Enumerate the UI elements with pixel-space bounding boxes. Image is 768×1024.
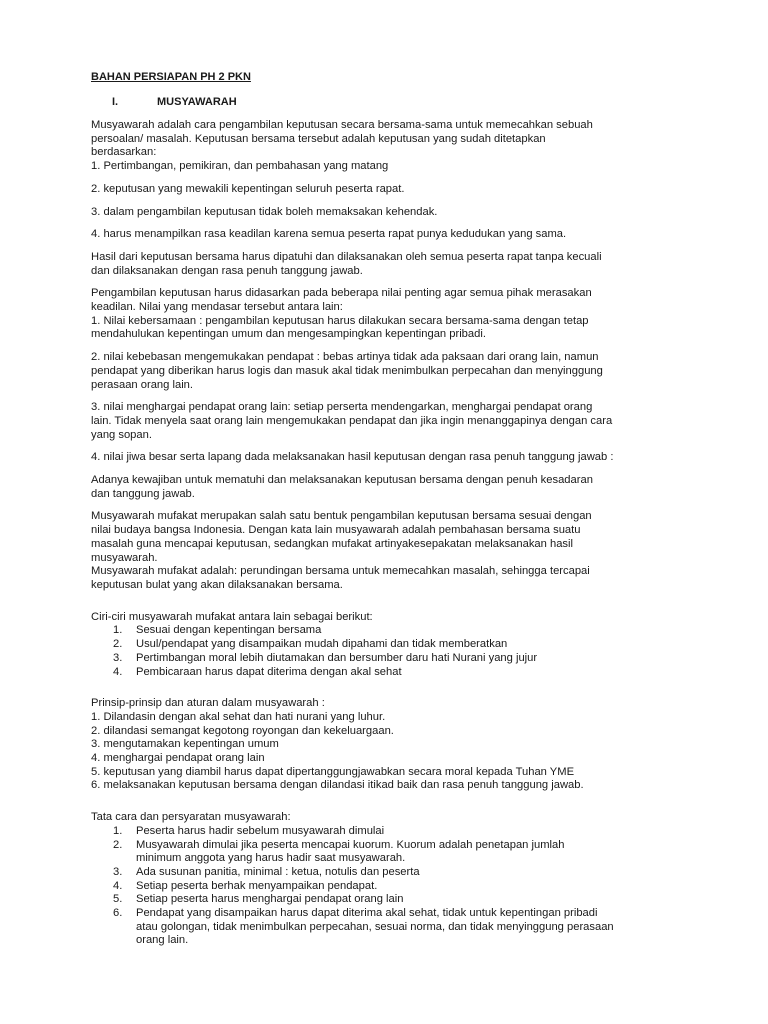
text-line: musyawarah. [91, 551, 158, 564]
document-title: BAHAN PERSIAPAN PH 2 PKN [91, 71, 251, 83]
paragraph-mufakat [91, 510, 691, 592]
text-line: dan tanggung jawab. [91, 487, 195, 500]
list-item: 6. Pendapat yang disampaikan harus dapat diterima akal sehat, tidak untuk kepentingan pribadi atau golongan, tidak menimbulkan perpecahan, sesuai norma, dan tidak menyinggung perasaan orang lain. [113, 907, 614, 947]
list-item: 1. Peserta harus hadir sebelum musyawarah dimulai [113, 824, 385, 837]
paragraph-point-4: 4. harus menampilkan rasa keadilan karena semua peserta rapat punya kedudukan yang sama. [91, 228, 567, 241]
text-line: Musyawarah mufakat merupakan salah satu bentuk pengambilan keputusan bersama sesuai dengan [91, 510, 592, 523]
paragraph-nilai-2 [91, 351, 691, 392]
list-item: 1. Dilandasin dengan akal sehat dan hati nurani yang luhur. [91, 710, 386, 723]
paragraph-nilai-3 [91, 401, 691, 442]
ciri-list [91, 624, 691, 679]
list-item: 4. Pembicaraan harus dapat diterima dengan akal sehat [113, 665, 402, 678]
ciri-intro: Ciri-ciri musyawarah mufakat antara lain sebagai berikut: [91, 610, 373, 623]
list-item: 5. Setiap peserta harus menghargai pendapat orang lain [113, 893, 404, 906]
text-line: keadilan. Nilai yang mendasar tersebut antara lain: [91, 301, 343, 314]
text-line: yang sopan. [91, 428, 152, 441]
text-line: nilai budaya bangsa Indonesia. Dengan kata lain musyawarah adalah pembahasan bersama suatu [91, 524, 581, 537]
text-line: lain. Tidak menyela saat orang lain mengemukakan pendapat dan jika ingin menanggapinya dengan cara [91, 414, 613, 427]
text-line: perasaan orang lain. [91, 378, 194, 391]
text-line: pendapat yang diberikan harus logis dan masuk akal tidak menimbulkan perpecahan dan menyinggung [91, 364, 603, 377]
list-item: 4. Setiap peserta berhak menyampaikan pendapat. [113, 879, 378, 892]
paragraph-hasil [91, 251, 691, 278]
list-item: 4. menghargai pendapat orang lain [91, 752, 265, 765]
text-line: berdasarkan: [91, 146, 157, 159]
prinsip-intro: Prinsip-prinsip dan aturan dalam musyawarah : [91, 697, 325, 710]
list-item: 2. dilandasi semangat kegotong royongan dan kekeluargaan. [91, 724, 394, 737]
text-line: Adanya kewajiban untuk mematuhi dan melaksanakan keputusan bersama dengan penuh kesadaran [91, 474, 593, 487]
text-line: Musyawarah mufakat adalah: perundingan bersama untuk memecahkan masalah, sehingga tercapai [91, 565, 590, 578]
text-line: 1. Pertimbangan, pemikiran, dan pembahasan yang matang [91, 160, 389, 173]
paragraph-nilai-4: 4. nilai jiwa besar serta lapang dada melaksanakan hasil keputusan dengan rasa penuh tanggung jawab : [91, 451, 614, 464]
list-item: 2. Musyawarah dimulai jika peserta mencapai kuorum. Kuorum adalah penetapan jumlah minimum anggota yang harus hadir saat musyawarah. [113, 838, 565, 865]
tata-intro: Tata cara dan persyaratan musyawarah: [91, 811, 291, 824]
text-line: 3. nilai menghargai pendapat orang lain: setiap perserta mendengarkan, menghargai pendapat orang [91, 401, 593, 414]
text-line: Pengambilan keputusan harus didasarkan pada beberapa nilai penting agar semua pihak merasakan [91, 287, 592, 300]
list-item: 2. Usul/pendapat yang disampaikan mudah dipahami dan tidak memberatkan [113, 638, 508, 651]
list-item: 3. Ada susunan panitia, minimal : ketua, notulis dan peserta [113, 865, 420, 878]
document-body [91, 119, 691, 957]
text-line: keputusan bulat yang akan dilaksanakan bersama. [91, 578, 343, 591]
section-title: MUSYAWARAH [157, 96, 237, 108]
tata-list [91, 825, 691, 948]
paragraph-point-2: 2. keputusan yang mewakili kepentingan seluruh peserta rapat. [91, 182, 405, 195]
text-line: Musyawarah adalah cara pengambilan keputusan secara bersama-sama untuk memecahkan sebuah [91, 119, 593, 131]
text-line: persoalan/ masalah. Keputusan bersama tersebut adalah keputusan yang sudah ditetapkan [91, 132, 546, 145]
text-line: Hasil dari keputusan bersama harus dipatuhi dan dilaksanakan oleh semua peserta rapat tanpa kecuali [91, 250, 602, 263]
text-line: dan dilaksanakan dengan rasa penuh tanggung jawab. [91, 264, 363, 277]
text-line: masalah guna mencapai keputusan, sedangkan mufakat artinyakesepakatan melaksanakan hasil [91, 537, 573, 550]
prinsip-block [91, 697, 691, 793]
text-line: mendahulukan kepentingan umum dan mengesampingkan kepentingan pribadi. [91, 328, 486, 341]
paragraph-point-3: 3. dalam pengambilan keputusan tidak boleh memaksakan kehendak. [91, 205, 438, 218]
list-item: 3. mengutamakan kepentingan umum [91, 738, 279, 751]
list-item: 5. keputusan yang diambil harus dapat dipertanggungjawabkan secara moral kepada Tuhan YME [91, 765, 575, 778]
section-number: I. [112, 96, 119, 108]
section-heading [112, 96, 237, 110]
list-item: 3. Pertimbangan moral lebih diutamakan dan bersumber daru hati Nurani yang jujur [113, 651, 538, 664]
paragraph-nilai [91, 287, 691, 342]
list-item: 6. melaksanakan keputusan bersama dengan dilandasi itikad baik dan rasa penuh tanggung jawab. [91, 779, 584, 792]
text-line: 1. Nilai kebersamaan : pengambilan keputusan harus dilakukan secara bersama-sama dengan tetap [91, 314, 589, 327]
paragraph-definition [91, 119, 691, 174]
list-item: 1. Sesuai dengan kepentingan bersama [113, 624, 322, 637]
paragraph-kewajiban [91, 474, 691, 501]
text-line: 2. nilai kebebasan mengemukakan pendapat : bebas artinya tidak ada paksaan dari orang lain, namun [91, 351, 599, 364]
